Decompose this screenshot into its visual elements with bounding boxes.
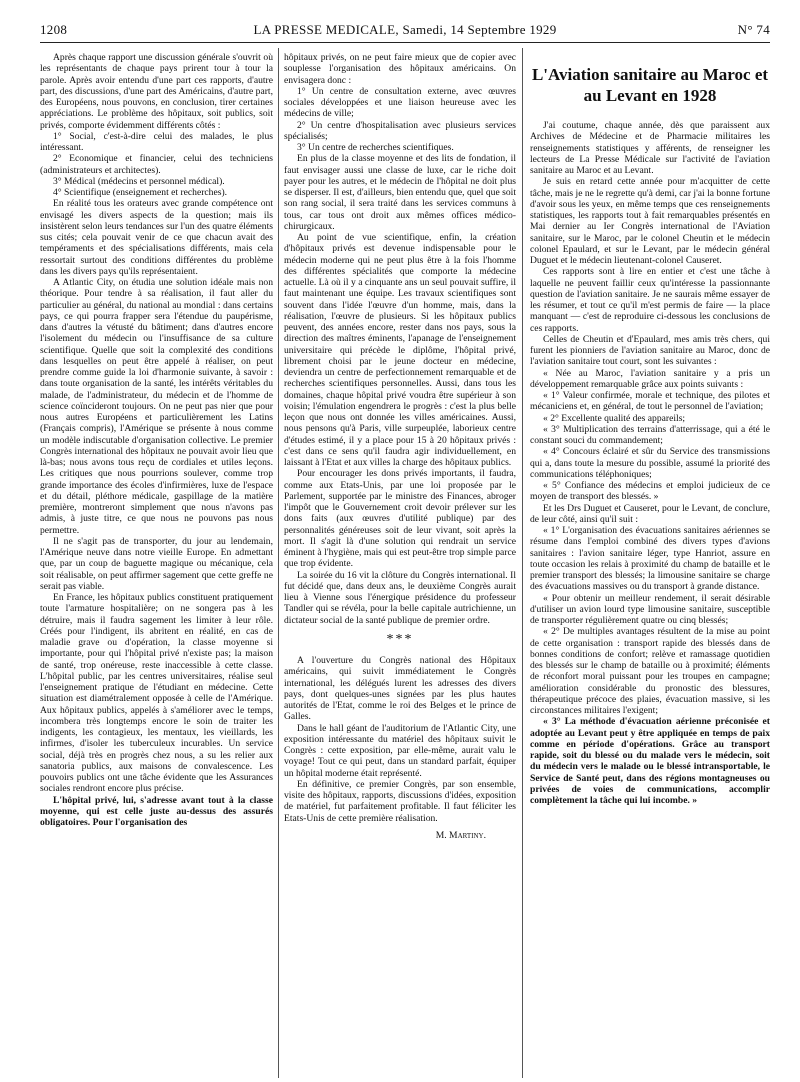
paragraph: 2° Economique et financier, celui des techniciens (administrateurs et architectes). <box>40 153 273 176</box>
paragraph: « 1° L'organisation des évacuations sanitaires aériennes se résume dans l'emploi combiné des divers types d'avions sanitaires : l'avion sanitaire léger, type Hanriot, assure en toute occasion les relais à proximité du champ de bataille et le premier transport des blessés; la limousine sanitaire se charge des évacuations massives ou du transport à grande distance. <box>530 525 770 593</box>
article-title: L'Aviation sanitaire au Maroc et au Levant en 1928 <box>531 65 769 105</box>
paragraph: « 3° Multiplication des terrains d'atterrissage, qui a été le constant souci du commandement; <box>530 423 770 446</box>
paragraph: En définitive, ce premier Congrès, par son ensemble, visite des hôpitaux, rapports, discussions d'idées, exposition de matériel, fut parfaitement profitable. Il faut féliciter les Etats-Unis de cette première réalisation. <box>284 778 516 824</box>
paragraph: L'hôpital privé, lui, s'adresse avant tout à la classe moyenne, qui est celle juste au-dessus des assurés obligatoires. Pour l'organisation des <box>40 794 273 828</box>
issue-number: N° 74 <box>737 22 770 37</box>
paragraph: 3° Un centre de recherches scientifiques. <box>297 142 454 153</box>
section-separator: *** <box>386 631 414 647</box>
paragraph: 1° Un centre de consultation externe, avec œuvres sociales développées et une liaison heureuse avec les médecins de ville; <box>284 85 516 120</box>
paragraph: En France, les hôpitaux publics constituent pratiquement toute l'armature hospitalière; on ne songera pas à les détruire, mais il faudra sagement les limiter à leur rôle. Créés pour l'indigent, ils abritent en réalité, en cas de maladie grave ou d'opération, la classe moyenne si importante, pour qui l'hôpital privé n'existe pas; la maison de santé, trop onéreuse, reste inaccessible à cette classe. L'hôpital public, par les centres universitaires, réalise seul l'enseignement pratique de l'étudiant en médecine. Cette situation est diamétralement opposée à celle de l'Amérique. Aux hôpitaux publics, appelés à s'améliorer avec le temps, incombera très longtemps encore le soin de traiter les indigents, les contagieux, les mentaux, les vieillards, les infirmes, d'isoler les tuberculeux incurables. Un service social, déjà très en progrès chez nous, a su les relier aux sanatoria publics, aux maisons de convalescence. Les pouvoirs publics ont une tâche évidente que les Assurances sociales rendront encore plus précise. <box>40 592 273 795</box>
paragraph: « 2° Excellente qualité des appareils; <box>543 412 686 424</box>
column-divider-2 <box>522 48 523 1078</box>
column-1 <box>40 52 273 828</box>
paragraph: 3° Médical (médecins et personnel médical). <box>53 175 225 187</box>
paragraph: Après chaque rapport une discussion générale s'ouvrit où les représentants de chaque pays prirent tour à tour la parole. Après avoir entendu d'une part ces rapports, d'autre part, des discussions, d'une part des Américains, d'autre part, des Européens, nous pouvons, en conclusion, tirer certaines appréciations. Le problème des hôpitaux, soit publics, soit privés, comporte évidemment différents côtés : <box>40 52 273 131</box>
paragraph: « 5° Confiance des médecins et emploi judicieux de ce moyen de transport des blessés. » <box>530 480 770 503</box>
paragraph: Je suis en retard cette année pour m'acquitter de cette tâche, mais je ne le regrette qu'à demi, car j'ai la bonne fortune d'avoir sous les yeux, en même temps que ces renseignements statistiques, les rapports tout à fait remarquables présentés en Mai dernier au Ier Congrès international de l'Aviation sanitaire, sur le Maroc, par le colonel Cheutin et le médecin colonel Epaulard, et sur le Levant, par le médecin général Duguet et le médecin lieutenant-colonel Causeret. <box>530 176 770 266</box>
paragraph: En plus de la classe moyenne et des lits de fondation, il faut envisager aussi une classe de luxe, car le riche doit payer pour les autres, et le médecin de l'hôpital ne doit plus se disperser. Il est, d'ailleurs, bien entendu que, quel que soit son rang social, il sera traité dans les services communs à tous, car tous ont droit aux mêmes offices médico-chirurgicaux. <box>284 153 516 232</box>
paragraph: Pour encourager les dons privés importants, il faudra, comme aux Etats-Unis, par une loi proposée par le Parlement, supportée par le ministre des Finances, abroger l'impôt que le Gouvernement croit devoir prélever sur les dons faits (aux œuvres d'utilité publique) par des personnalités généreuses soit de leur vivant, soit après la mort. Il s'agit là d'une solution qui rendrait un service éminent à l'hygiène, mais qui est peut-être trop simple parce que trop évidente. <box>284 468 516 570</box>
paragraph: « 3° La méthode d'évacuation aérienne préconisée et adoptée au Levant peut y être appliquée en temps de paix comme en période d'opérations. Grâce au transport rapide, soit du blessé ou du malade vers le médecin, soit du médecin vers le malade ou le blessé intransportable, le Service de Santé peut, dans des régions montagneuses ou privées de voies de communications, accomplir complètement la tâche qui lui incombe. » <box>530 716 770 806</box>
column-2 <box>284 52 516 841</box>
paragraph: hôpitaux privés, on ne peut faire mieux que de copier avec souplesse l'organisation des hôpitaux américains. On envisagera donc : <box>284 52 516 86</box>
paragraph: Et les Drs Duguet et Causeret, pour le Levant, de conclure, de leur côté, ainsi qu'il suit : <box>530 502 770 525</box>
column-3 <box>530 52 770 806</box>
paragraph: A Atlantic City, on étudia une solution idéale mais non théorique. Pour tendre à sa réalisation, il faut aller du particulier au général, du national au mondial : dans certains pays, ce qui pourra frapper sera l'étendue du paupérisme, dans d'autres la vétusté du bâtiment; dans d'autres encore l'isolement du médecin ou l'insuffisance de sa culture scientifique. Quelle que soit la complexité des conditions dans lesquelles on peut être appelé à réaliser, on peut prendre comme guide la loi d'harmonie suivante, à savoir : dans toute organisation de la santé, les intérêts véritables du malade, de l'administrateur, du médecin et de l'homme de science coïncideront toujours. On ne peut pas nier que pour nous autres Européens et particulièrement les Latins (Français compris), l'Amérique se présente à nous comme un modèle indiscutable d'organisation collective. Le premier Congrès international des hôpitaux ne pouvait avoir lieu que là-bas; nous avons tous reçu de cordiales et utiles leçons. Les critiques que nous pourrions soulever, comme trop grande importance des écoles d'infirmières, luxe de l'espace et du détail, pléthore médicale, gaspillage de la matière première, montreront simplement que nous n'avons pas admis, à juste titre, ce que nous ne pouvons pas nous permettre. <box>40 277 273 536</box>
header-rule <box>40 42 770 43</box>
paragraph: « Pour obtenir un meilleur rendement, il serait désirable d'utiliser un avion lourd type limousine sanitaire, susceptible de transporter régulièrement quatre ou cinq blessés; <box>530 592 770 626</box>
paragraph: « 2° De multiples avantages résultent de la mise au point de cette organisation : transport rapide des blessés dans de bonnes conditions de confort; relève et ramassage quotidien des blessés sur le champ de bataille ou à proximité; éléments de réconfort moral puissant pour les troupes en campagne; amélioration considérable du pronostic des blessures, thérapeutique précoce des plaies, évacuation massive, si les circonstances militaires l'exigent; <box>530 626 770 716</box>
journal-title: LA PRESSE MEDICALE, Samedi, 14 Septembre 1929 <box>253 22 557 37</box>
paragraph: « 4° Concours éclairé et sûr du Service des transmissions qui a, dans toute la mesure du possible, assumé la priorité des communications téléphoniques; <box>530 446 770 480</box>
page-header <box>40 22 770 40</box>
paragraph: A l'ouverture du Congrès national des Hôpitaux américains, qui suivit immédiatement le Congrès international, les délégués lurent les adresses des divers pays, dont quelques-unes signées par les plus hautes autorités de l'Etat, comme le roi des Belges et le prince de Galles. <box>284 655 516 723</box>
paragraph: En réalité tous les orateurs avec grande compétence ont envisagé les divers aspects de la question; mais ils insistèrent selon leurs tendances sur l'un des quatre éléments sus cités; cela pouvait venir de ce que chacun avait des tempéraments et des spécialisations différents, mais cela ressortait surtout des conditions différentes du problème dans les divers pays qu'ils représentaient. <box>40 198 273 277</box>
paragraph: Il ne s'agit pas de transporter, du jour au lendemain, l'Amérique neuve dans notre vieille Europe. En admettant que, par un coup de baguette magique ou mécanique, cela soit réalisable, on peut affirmer sagement que cette greffe ne serait pas viable. <box>40 535 273 592</box>
page-number: 1208 <box>40 22 68 37</box>
paragraph: 2° Un centre d'hospitalisation avec plusieurs services spécialisés; <box>284 119 516 142</box>
paragraph: La soirée du 16 vit la clôture du Congrès international. Il fut décidé que, dans deux ans, le deuxième Congrès aurait lieu à Vienne sous l'énergique présidence du professeur Tandler qui se révéla, pour la belle capitale autrichienne, un dictateur social de la santé publique de premier ordre. <box>284 569 516 626</box>
paragraph: Dans le hall géant de l'auditorium de l'Atlantic City, une exposition intéressante du matériel des hôpitaux suivit le Congrès : cette exposition, par elle-même, aurait valu le voyage! Tout ce qui peut, dans un standard parfait, équiper un hôpital moderne était représenté. <box>284 722 516 779</box>
author-signature: M. Martiny. <box>435 829 486 841</box>
paragraph: Au point de vue scientifique, enfin, la création d'hôpitaux privés est devenue indispensable pour le médecin moderne qui ne peut plus être à la fois l'homme des différentes spécialités que comporte la médecine actuelle. Là où il y a cinquante ans un seul pouvait suffire, il faut maintenant une équipe. Les travaux scientifiques sont souvent dans l'idée l'œuvre d'un homme, mais, dans la réalisation, l'œuvre de plusieurs. Si les hôpitaux publics peuvent, des années encore, rester dans nos pays, sous la direction des maîtres éminents, l'apanage de l'enseignement universitaire qui précède le diplôme, l'hôpital privé, librement choisi par le jeune docteur en médecine, deviendra un centre de perfectionnement remarquable et de recherches scientifiques personnelles. Aussi, dans tous les domaines, chaque hôpital privé voudra être supérieur à son voisin; l'émulation engendrera le progrès : c'est la plus belle leçon que nous ont donnée les villes américaines. Aussi, nous pensons qu'à Paris, ville surpeuplée, laborieux centre d'études estimé, il y a place pour 15 à 20 hôpitaux privés : c'est dans ce sens qu'il faudra agir individuellement, en laissant à l'Etat et aux villes la charge des hôpitaux publics. <box>284 232 516 468</box>
paragraph: J'ai coutume, chaque année, dès que paraissent aux Archives de Médecine et de Pharmacie militaires les renseignements statistiques y afférents, de renseigner les lecteurs de La Presse Médicale sur l'activité de l'aviation sanitaire au Maroc et au Levant. <box>530 120 770 176</box>
paragraph: 4° Scientifique (enseignement et recherches). <box>53 187 228 198</box>
paragraph: « Née au Maroc, l'aviation sanitaire y a pris un développement remarquable grâce aux points suivants : <box>530 367 770 390</box>
paragraph: Celles de Cheutin et d'Epaulard, mes amis très chers, qui furent les pionniers de l'aviation sanitaire au Maroc, donc de l'aviation sanitaire tout court, sont les suivantes : <box>530 333 770 368</box>
column-divider-1 <box>278 48 279 1078</box>
paragraph: « 1° Valeur confirmée, morale et technique, des pilotes et mécaniciens et, en général, de tout le personnel de l'aviation; <box>530 390 770 413</box>
paragraph: 1° Social, c'est-à-dire celui des malades, le plus intéressant. <box>40 130 273 153</box>
paragraph: Ces rapports sont à lire en entier et c'est une tâche à laquelle ne peuvent faillir ceux qu'intéresse la passionnante question de l'aviation sanitaire. Je ne saurais même essayer de les résumer, et tout ce qu'il m'est permis de faire — la place manquant — c'est de reproduire ci-dessous les conclusions de ces rapports. <box>530 266 770 334</box>
